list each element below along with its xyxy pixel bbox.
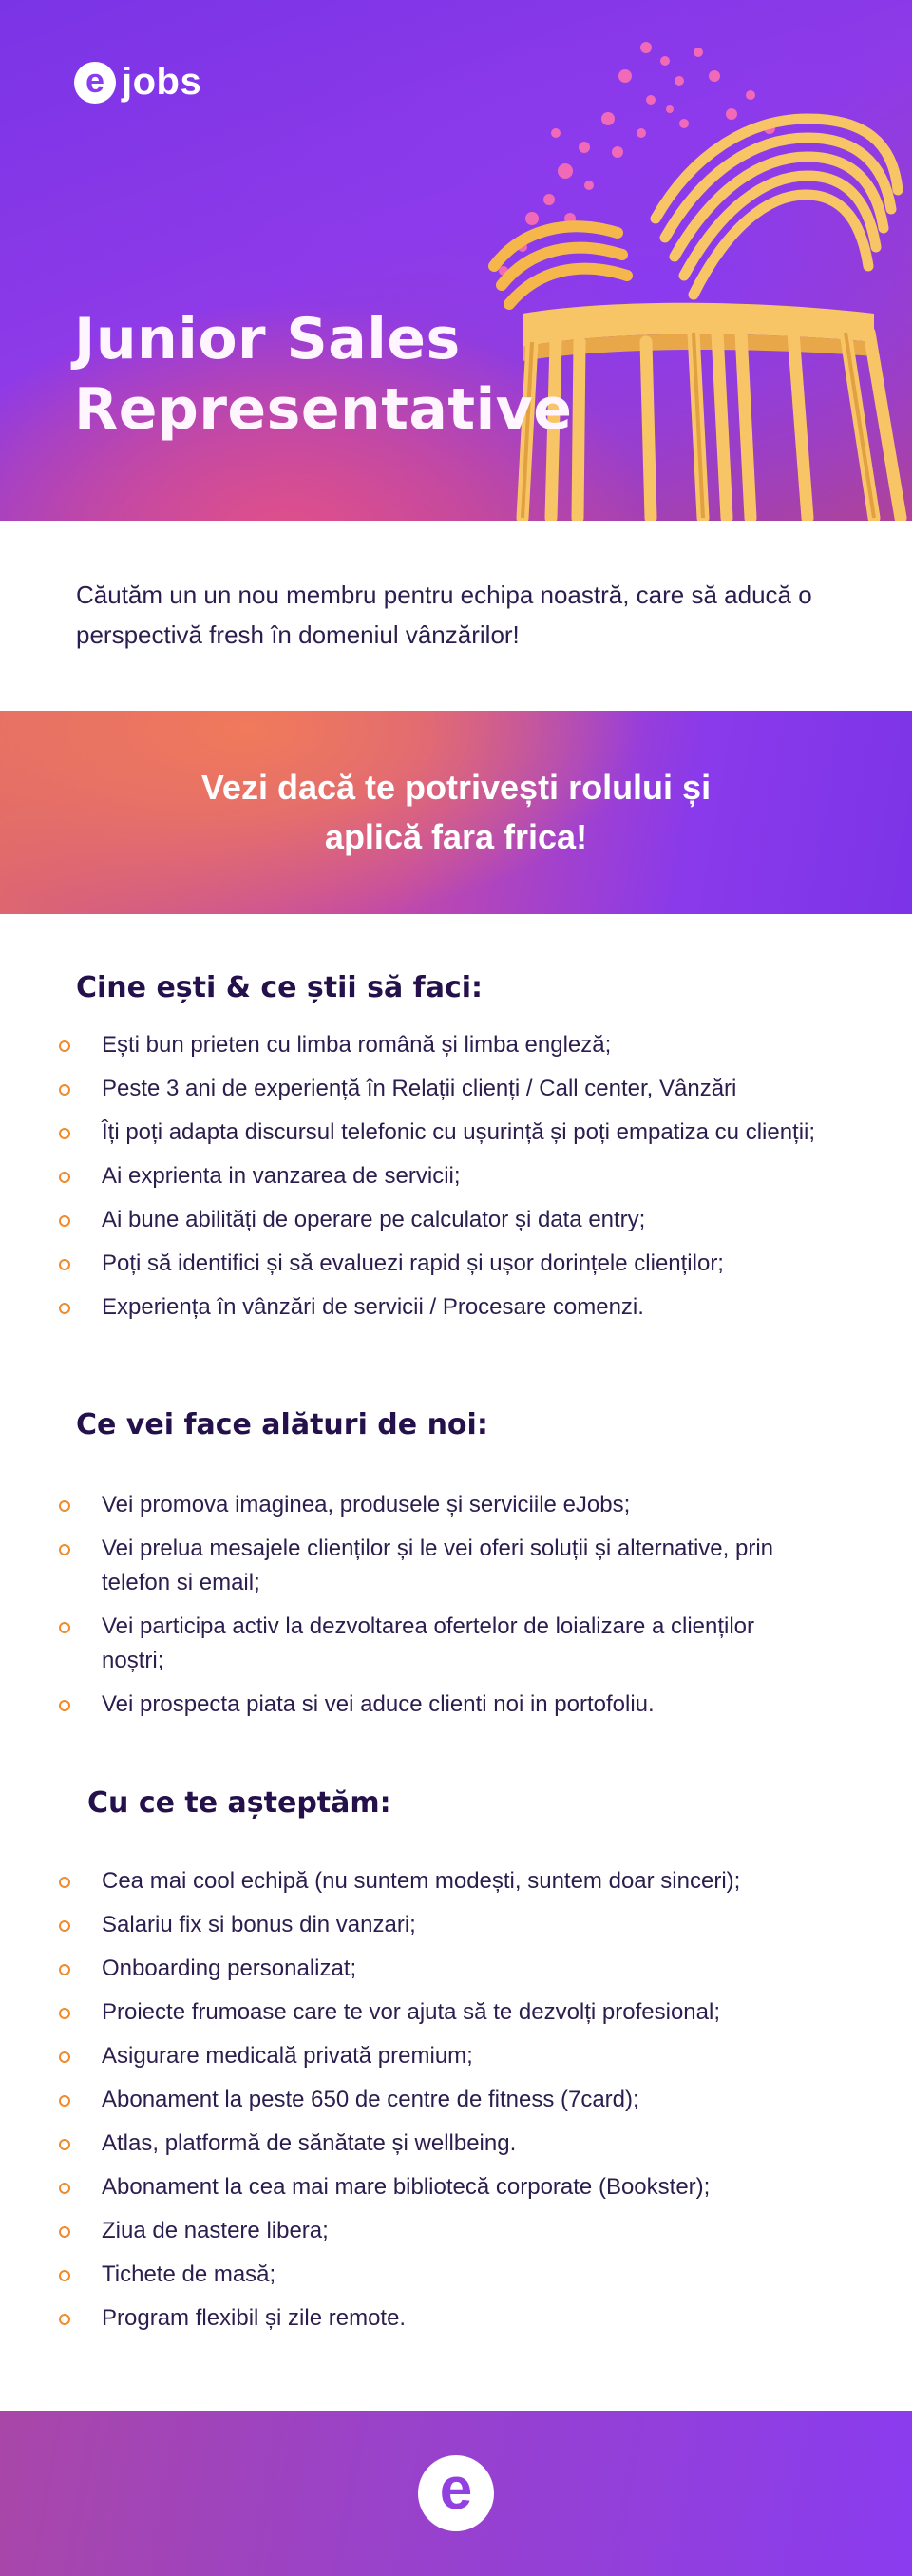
- list-item: [59, 2170, 819, 2204]
- banner-line-2: aplică fara frica!: [324, 817, 588, 856]
- bullet-icon: [59, 1920, 70, 1932]
- chair-illustration: [466, 29, 912, 521]
- banner-line-1: Vezi dacă te potrivești rolului și: [200, 768, 712, 807]
- bullet-icon: [59, 2008, 70, 2019]
- list-item: [59, 1116, 819, 1150]
- list-item-text: Asigurare medicală privată premium;: [102, 2043, 473, 2069]
- list-item-text: Vei participa activ la dezvoltarea ofertelor de loializare a clienților noștri;: [102, 1613, 755, 1673]
- list-item: [59, 1610, 819, 1678]
- list-item-text: Atlas, platformă de sănătate și wellbeing.: [102, 2130, 517, 2156]
- ejobs-logo-icon: e: [74, 62, 116, 104]
- bullet-icon: [59, 2139, 70, 2150]
- list-item-text: Ai bune abilități de operare pe calculator și data entry;: [102, 1207, 646, 1232]
- section-title-responsibilities: Ce vei face alături de noi:: [76, 1408, 488, 1441]
- list-item-text: Salariu fix si bonus din vanzari;: [102, 1912, 416, 1937]
- list-item-text: Ești bun prieten cu limba română și limba engleză;: [102, 1032, 612, 1058]
- list-item: [59, 1203, 819, 1237]
- list-item: [59, 2039, 819, 2073]
- footer: [0, 2411, 912, 2576]
- bullet-icon: [59, 1622, 70, 1633]
- bullet-icon: [59, 1215, 70, 1227]
- list-item: [59, 2214, 819, 2248]
- list-item: [59, 1908, 819, 1942]
- benefits-list: [59, 1864, 819, 2345]
- bullet-icon: [59, 1172, 70, 1183]
- bullet-icon: [59, 1128, 70, 1139]
- hero-banner: [0, 0, 912, 521]
- list-item: [59, 1995, 819, 2030]
- list-item: [59, 1688, 819, 1722]
- list-item: [59, 1159, 819, 1193]
- bullet-icon: [59, 2095, 70, 2107]
- list-item: [59, 1488, 819, 1522]
- list-item-text: Cea mai cool echipă (nu suntem modești, suntem doar sinceri);: [102, 1868, 741, 1894]
- list-item-text: Tichete de masă;: [102, 2261, 276, 2287]
- apply-banner: [0, 711, 912, 914]
- skills-list: [59, 1028, 819, 1334]
- list-item: [59, 1247, 819, 1281]
- bullet-icon: [59, 1700, 70, 1711]
- page-title: [74, 304, 573, 445]
- list-item: [59, 1532, 819, 1600]
- bullet-icon: [59, 1303, 70, 1314]
- logo-text: jobs: [122, 61, 202, 103]
- list-item: [59, 2258, 819, 2292]
- list-item-text: Vei promova imaginea, produsele și serviciile eJobs;: [102, 1492, 631, 1517]
- bullet-icon: [59, 2270, 70, 2281]
- bullet-icon: [59, 2314, 70, 2325]
- list-item-text: Program flexibil și zile remote.: [102, 2305, 407, 2331]
- ejobs-logo[interactable]: [74, 61, 201, 104]
- bullet-icon: [59, 1259, 70, 1270]
- list-item-text: Îți poți adapta discursul telefonic cu ușurință și poți empatiza cu clienții;: [102, 1119, 816, 1145]
- bullet-icon: [59, 1877, 70, 1888]
- list-item: [59, 1028, 819, 1062]
- title-line-1: Junior Sales: [74, 306, 461, 372]
- list-item: [59, 1290, 819, 1325]
- list-item: [59, 1072, 819, 1106]
- list-item-text: Abonament la peste 650 de centre de fitness (7card);: [102, 2087, 639, 2112]
- list-item-text: Poți să identifici și să evaluezi rapid și ușor dorințele clienților;: [102, 1250, 724, 1276]
- list-item: [59, 1952, 819, 1986]
- list-item: [59, 1864, 819, 1899]
- list-item: [59, 2127, 819, 2161]
- bullet-icon: [59, 1544, 70, 1555]
- bullet-icon: [59, 2051, 70, 2063]
- title-line-2: Representative: [74, 376, 573, 443]
- bullet-icon: [59, 1084, 70, 1096]
- section-title-skills: Cine ești & ce știi să faci:: [76, 971, 484, 1004]
- list-item-text: Vei prospecta piata si vei aduce clienti noi in portofoliu.: [102, 1691, 655, 1717]
- bullet-icon: [59, 2183, 70, 2194]
- footer-logo-icon[interactable]: e: [418, 2455, 494, 2531]
- list-item-text: Proiecte frumoase care te vor ajuta să te dezvolți profesional;: [102, 1999, 720, 2025]
- list-item-text: Vei prelua mesajele clienților și le vei oferi soluții și alternative, prin telefon si email;: [102, 1536, 773, 1595]
- bullet-icon: [59, 1500, 70, 1512]
- list-item-text: Abonament la cea mai mare bibliotecă corporate (Bookster);: [102, 2174, 711, 2200]
- list-item-text: Ziua de nastere libera;: [102, 2218, 329, 2243]
- bullet-icon: [59, 1040, 70, 1052]
- banner-text: [124, 763, 788, 862]
- list-item-text: Ai exprienta in vanzarea de servicii;: [102, 1163, 461, 1189]
- section-title-benefits: Cu ce te așteptăm:: [87, 1786, 391, 1820]
- bullet-icon: [59, 1964, 70, 1975]
- list-item-text: Onboarding personalizat;: [102, 1956, 357, 1981]
- list-item-text: Peste 3 ani de experiență în Relații clienți / Call center, Vânzări: [102, 1076, 737, 1101]
- responsibilities-list: [59, 1488, 819, 1731]
- list-item: [59, 2083, 819, 2117]
- intro-text: Căutăm un un nou membru pentru echipa noastră, care să aducă o perspectivă fresh în domeniul vânzărilor!: [76, 581, 812, 649]
- bullet-icon: [59, 2226, 70, 2238]
- list-item-text: Experiența în vânzări de servicii / Procesare comenzi.: [102, 1294, 644, 1320]
- list-item: [59, 2301, 819, 2336]
